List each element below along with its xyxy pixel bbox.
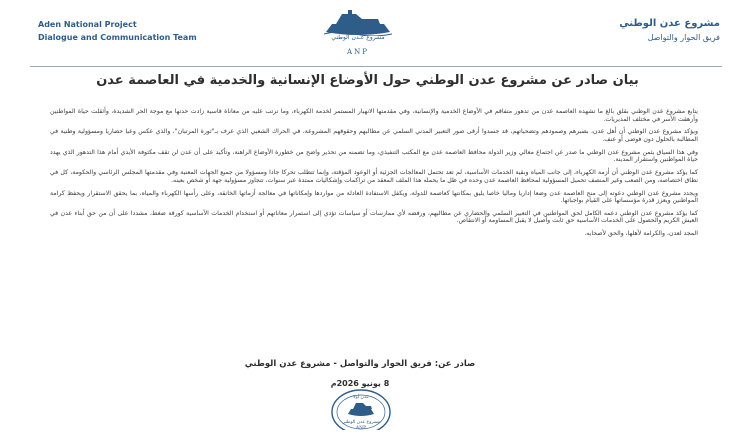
seal-english-text: ANP — [355, 426, 367, 430]
ship-icon — [322, 10, 394, 36]
logo-arabic-text: مشروع عـدن الوطني — [331, 34, 385, 41]
statement-date: 8 يونيو 2026م — [330, 379, 390, 388]
signature-line: صادر عن: فريق الحوار والتواصل - مشروع عدن الوطني — [244, 359, 476, 369]
seal-arabic-text: مشروع عدن الوطني — [341, 420, 381, 425]
header-ar-team-name: فريق الحوار والتواصل — [647, 33, 720, 42]
body-paragraph: يتابع مشروع عدن الوطني بقلق بالغ ما تشهده العاصمة عدن من تدهور متفاقم في الأوضاع الخدمية والإنسانية، وفي مقدمتها الانهيار المستمر لخدمة الكهرباء، وما ترتب عليه من معاناة قاسية زادت حدتها مع موجة الحر الشديدة، وأثقلت حياة المواطنين وأرهقت الأسر في مختلف المديريات. — [50, 108, 698, 123]
stamp-seal — [330, 388, 392, 430]
seal-icon — [330, 388, 392, 430]
logo-english-text: ANP — [347, 48, 369, 56]
statement-title: بيان صادر عن مشروع عدن الوطني حول الأوضاع الإنسانية والخدمية في العاصمة عدن — [96, 73, 639, 88]
header-divider — [30, 66, 722, 67]
body-paragraph: كما يؤكد مشروع عدن الوطني أن أزمة الكهرباء، إلى جانب المياه وبقية الخدمات الأساسية، لم تعد تحتمل المعالجات الجزئية أو الوعود المؤقتة، وإنما تتطلب تحركا جادا ومسؤولا من جميع الجهات المعنية وفي مقدمتها المجلس الرئاسي والحكومة، كل في نطاق اختصاصه، ومن الصعب وغير المنصف تحميل المسؤولية لمحافظ العاصمة عدن وحده في ظل ما يحمله هذا الملف المعقد من تراكمات وإشكاليات ممتدة عبر سنوات، تتجاوز مسؤولية جهة أو شخص بعينه. — [50, 169, 698, 184]
header-en-team-name: Dialogue and Communication Team — [38, 33, 197, 42]
header-en-project-name: Aden National Project — [38, 20, 137, 29]
body-paragraph: وفي هذا السياق يثمن مشروع عدن الوطني ما صدر عن اجتماع معالي وزير الدولة محافظ العاصمة عدن مع المكتب التنفيذي، وما تضمنه من تحذير واضح من خطورة الأوضاع الراهنة، وتأكيد على أن عدن لن تقف مكتوفة الأيدي أمام هذا التدهور الذي يهدد حياة المواطنين واستقرار المدينة. — [50, 148, 698, 164]
closing-line: المجد لعدن، والكرامة لأهلها، والحق لأصحابه. — [584, 230, 698, 238]
header-arabic — [619, 18, 720, 42]
body-paragraph: ويجدد مشروع عدن الوطني دعوته إلى منح العاصمة عدن وضعا إداريا وماليا خاصا يليق بمكانتها كعاصمة للدولة، ويكفل الاستفادة العادلة من مواردها وإمكاناتها في معالجة أزماتها الخانقة، وعلى رأسها الكهرباء والمياه، بما يحقق الاستقرار ويحفظ كرامة المواطنين ويعزز قدرة مؤسساتها على القيام بواجباتها. — [50, 189, 698, 205]
body-paragraph: ويؤكد مشروع عدن الوطني أن أهل عدن، بصبرهم وصمودهم وتضحياتهم، قد جسدوا أرقى صور التعبير المدني السلمي عن مطالبهم وحقوقهم المشروعة، في الحراك الشعبي الذي عرف بـ"ثورة المرتبان"، والذي عكس وعيا حضاريا ومسؤولية وطنية في المطالبة بالحلول دون فوضى أو عنف. — [50, 128, 698, 143]
seal-top-text: عدن أولا — [353, 395, 369, 400]
body-paragraph: كما يؤكد مشروع عدن الوطني دعمه الكامل لحق المواطنين في التعبير السلمي والحضاري عن مطالبهم، ورفضه لأي ممارسات أو سياسات تؤدي إلى استمرار معاناتهم أو استخدام الخدمات الأساسية كورقة ضغط، مشددا على أن من حق أبناء عدن في العيش الكريم والحصول على الخدمات الأساسية حق ثابت وأصيل لا يقبل المساومة أو الانتقاص. — [50, 209, 698, 225]
header-english — [38, 20, 197, 42]
statement-body — [50, 108, 698, 243]
project-logo — [322, 10, 394, 62]
header-ar-project-name: مشروع عدن الوطني — [619, 18, 720, 29]
